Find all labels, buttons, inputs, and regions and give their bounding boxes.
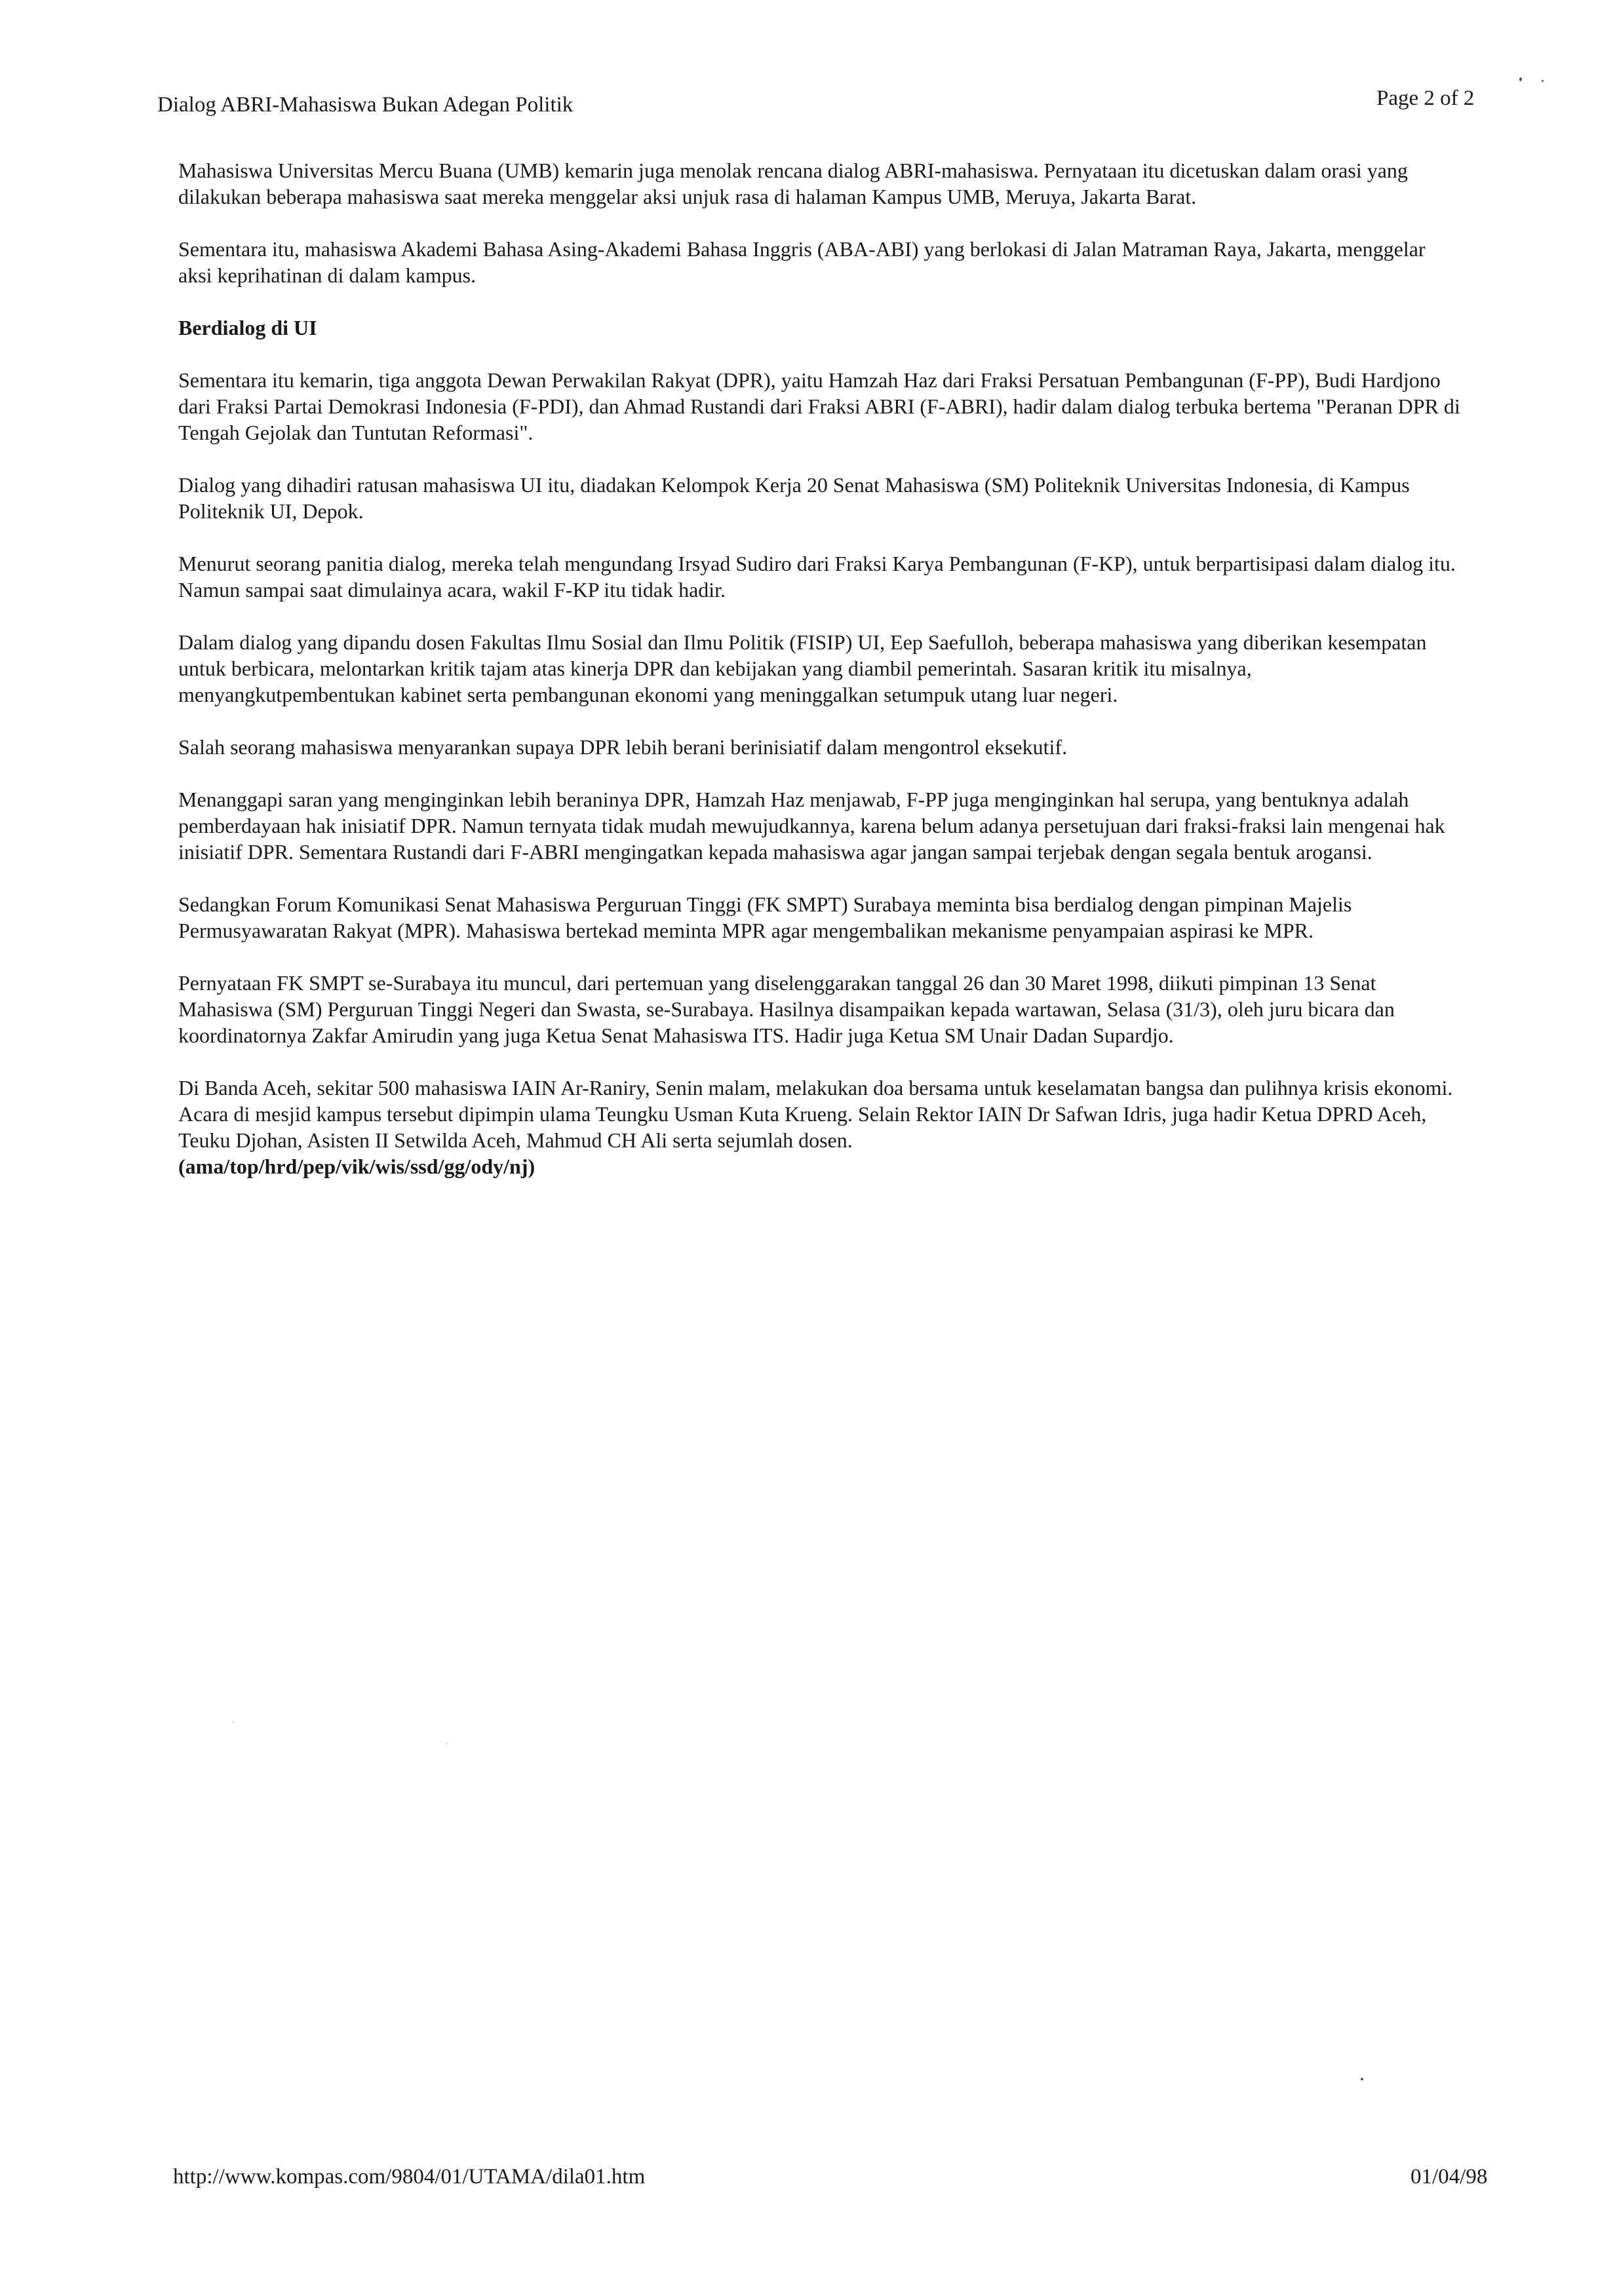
scan-speck [1361,2078,1363,2080]
article-paragraph: Pernyataan FK SMPT se-Surabaya itu muncul, dari pertemuan yang diselenggarakan tanggal 26 dan 30 Maret 1998, diikuti pimpinan 13 Senat Mahasiswa (SM) Perguruan Tinggi Negeri dan Swasta, se-Surabaya. Hasilnya disampaikan kepada wartawan, Selasa (31/3), oleh juru bicara dan koordinatornya Zakfar Amirudin yang juga Ketua Senat Mahasiswa ITS. Hadir juga Ketua SM Unair Dadan Supardjo. [178,971,1395,1047]
section-subheading: Berdialog di UI [178,316,317,339]
page-header-title: Dialog ABRI-Mahasiswa Bukan Adegan Politik [157,93,574,117]
scan-speck [1542,80,1544,82]
article-paragraph: Menanggapi saran yang menginginkan lebih beraninya DPR, Hamzah Haz menjawab, F-PP juga menginginkan hal serupa, yang bentuknya adalah pemberdayaan hak inisiatif DPR. Namun ternyata tidak mudah mewujudkannya, karena belum adanya persetujuan dari fraksi-fraksi lain mengenai hak inisiatif DPR. Sementara Rustandi dari F-ABRI mengingatkan kepada mahasiswa agar jangan sampai terjebak dengan segala bentuk arogansi. [178,788,1445,864]
reporter-credit: (ama/top/hrd/pep/vik/wis/ssd/gg/ody/nj) [178,1155,535,1178]
article-paragraph: Sementara itu kemarin, tiga anggota Dewan Perwakilan Rakyat (DPR), yaitu Hamzah Haz dari Fraksi Persatuan Pembangunan (F-PP), Budi Hardjono dari Fraksi Partai Demokrasi Indonesia (F-PDI), dan Ahmad Rustandi dari Fraksi ABRI (F-ABRI), hadir dalam dialog terbuka bertema "Peranan DPR di Tengah Gejolak dan Tuntutan Reformasi". [178,368,1460,444]
article-paragraph: Dalam dialog yang dipandu dosen Fakultas Ilmu Sosial dan Ilmu Politik (FISIP) UI, Eep Saefulloh, beberapa mahasiswa yang diberikan kesempatan untuk berbicara, melontarkan kritik tajam atas kinerja DPR dan kebijakan yang diambil pemerintah. Sasaran kritik itu misalnya, menyangkutpembentukan kabinet serta pembangunan ekonomi yang meninggalkan setumpuk utang luar negeri. [178,630,1427,706]
article-body [178,157,1463,1179]
article-paragraph: Sedangkan Forum Komunikasi Senat Mahasiswa Perguruan Tinggi (FK SMPT) Surabaya meminta bisa berdialog dengan pimpinan Majelis Permusyawaratan Rakyat (MPR). Mahasiswa bertekad meminta MPR agar mengembalikan mekanisme penyampaian aspirasi ke MPR. [178,892,1352,942]
article-paragraph: Dialog yang dihadiri ratusan mahasiswa UI itu, diadakan Kelompok Kerja 20 Senat Mahasiswa (SM) Politeknik Universitas Indonesia, di Kampus Politeknik UI, Depok. [178,473,1410,523]
scan-speck [1519,77,1522,81]
article-paragraph-last [178,1075,1463,1179]
article-paragraph: Menurut seorang panitia dialog, mereka telah mengundang Irsyad Sudiro dari Fraksi Karya Pembangunan (F-KP), untuk berpartisipasi dalam dialog itu. Namun sampai saat dimulainya acara, wakil F-KP itu tidak hadir. [178,552,1456,602]
article-paragraph: Sementara itu, mahasiswa Akademi Bahasa Asing-Akademi Bahasa Inggris (ABA-ABI) yang berlokasi di Jalan Matraman Raya, Jakarta, menggelar aksi keprihatinan di dalam kampus. [178,237,1426,287]
article-paragraph: Salah seorang mahasiswa menyarankan supaya DPR lebih berani berinisiatif dalam mengontrol eksekutif. [178,735,1068,759]
scan-speck [233,1721,234,1723]
page-number-label: Page 2 of 2 [1376,86,1475,110]
article-paragraph-text: Di Banda Aceh, sekitar 500 mahasiswa IAIN Ar-Raniry, Senin malam, melakukan doa bersama untuk keselamatan bangsa dan pulihnya krisis ekonomi. Acara di mesjid kampus tersebut dipimpin ulama Teungku Usman Kuta Krueng. Selain Rektor IAIN Dr Safwan Idris, juga hadir Ketua DPRD Aceh, Teuku Djohan, Asisten II Setwilda Aceh, Mahmud CH Ali serta sejumlah dosen. [178,1076,1453,1152]
source-url: http://www.kompas.com/9804/01/UTAMA/dila01.htm [173,2165,646,2189]
scan-speck [446,1743,447,1744]
article-paragraph: Mahasiswa Universitas Mercu Buana (UMB) kemarin juga menolak rencana dialog ABRI-mahasiswa. Pernyataan itu dicetuskan dalam orasi yang dilakukan beberapa mahasiswa saat mereka menggelar aksi unjuk rasa di halaman Kampus UMB, Meruya, Jakarta Barat. [178,159,1408,208]
print-date: 01/04/98 [1411,2165,1488,2189]
